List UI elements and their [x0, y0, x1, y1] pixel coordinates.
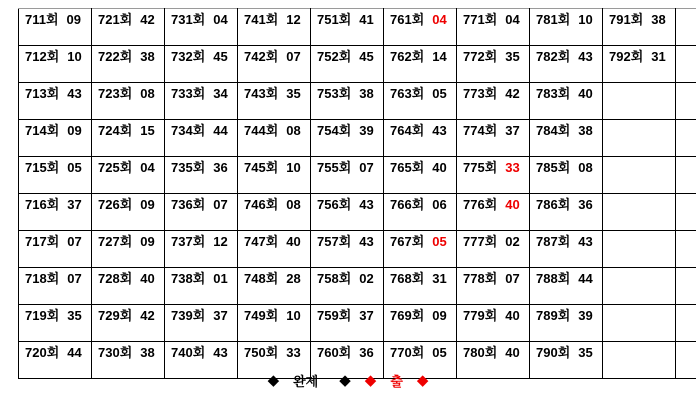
- winning-number: 14: [432, 49, 447, 64]
- result-cell: [19, 231, 92, 268]
- round-label: 769회: [390, 308, 425, 323]
- round-label: 787회: [536, 234, 571, 249]
- winning-number: 35: [505, 49, 520, 64]
- legend-label-chul: 출: [390, 374, 403, 389]
- result-cell: [457, 83, 530, 120]
- winning-number: 04: [505, 12, 520, 27]
- result-cell: [238, 194, 311, 231]
- result-cell: [92, 194, 165, 231]
- results-table: [18, 8, 696, 379]
- result-cell: [238, 231, 311, 268]
- winning-number: 28: [286, 271, 301, 286]
- result-cell: [530, 120, 603, 157]
- round-label: 751회: [317, 12, 352, 27]
- result-cell: [92, 120, 165, 157]
- round-label: 771회: [463, 12, 498, 27]
- empty-cell: [603, 120, 676, 157]
- round-label: 792회: [609, 49, 644, 64]
- result-cell: [530, 268, 603, 305]
- round-label: 790회: [536, 345, 571, 360]
- result-cell: [530, 9, 603, 46]
- round-label: 782회: [536, 49, 571, 64]
- round-label: 747회: [244, 234, 279, 249]
- empty-cell: [676, 46, 696, 83]
- winning-number: 04: [432, 12, 447, 27]
- result-cell: [530, 83, 603, 120]
- result-cell: [457, 268, 530, 305]
- result-cell: [19, 268, 92, 305]
- result-cell: [603, 46, 676, 83]
- red-diamond-icon: ◆: [364, 372, 377, 389]
- winning-number: 44: [578, 271, 593, 286]
- result-cell: [384, 231, 457, 268]
- round-label: 783회: [536, 86, 571, 101]
- result-cell: [165, 268, 238, 305]
- round-label: 758회: [317, 271, 352, 286]
- table-row: [19, 46, 696, 83]
- result-cell: [457, 9, 530, 46]
- round-label: 716회: [25, 197, 60, 212]
- winning-number: 36: [359, 345, 374, 360]
- round-label: 732회: [171, 49, 206, 64]
- empty-cell: [676, 231, 696, 268]
- round-label: 735회: [171, 160, 206, 175]
- round-label: 775회: [463, 160, 498, 175]
- result-cell: [530, 157, 603, 194]
- round-label: 779회: [463, 308, 498, 323]
- result-cell: [530, 194, 603, 231]
- round-label: 738회: [171, 271, 206, 286]
- round-label: 778회: [463, 271, 498, 286]
- result-cell: [457, 46, 530, 83]
- winning-number: 07: [67, 234, 82, 249]
- winning-number: 05: [432, 86, 447, 101]
- winning-number: 40: [140, 271, 155, 286]
- result-cell: [165, 231, 238, 268]
- winning-number: 35: [578, 345, 593, 360]
- result-cell: [238, 46, 311, 83]
- winning-number: 09: [140, 234, 155, 249]
- result-cell: [238, 9, 311, 46]
- round-label: 743회: [244, 86, 279, 101]
- winning-number: 45: [213, 49, 228, 64]
- result-cell: [238, 83, 311, 120]
- table-row: [19, 9, 696, 46]
- black-diamond-icon: ◆: [267, 372, 280, 389]
- result-cell: [165, 46, 238, 83]
- round-label: 773회: [463, 86, 498, 101]
- winning-number: 38: [578, 123, 593, 138]
- result-cell: [457, 157, 530, 194]
- winning-number: 40: [432, 160, 447, 175]
- table-row: [19, 194, 696, 231]
- empty-cell: [676, 120, 696, 157]
- winning-number: 43: [359, 234, 374, 249]
- round-label: 774회: [463, 123, 498, 138]
- table-row: [19, 157, 696, 194]
- winning-number: 10: [67, 49, 82, 64]
- round-label: 766회: [390, 197, 425, 212]
- result-cell: [238, 305, 311, 342]
- result-cell: [92, 9, 165, 46]
- round-label: 761회: [390, 12, 425, 27]
- round-label: 718회: [25, 271, 60, 286]
- round-label: 789회: [536, 308, 571, 323]
- result-cell: [384, 83, 457, 120]
- round-label: 780회: [463, 345, 498, 360]
- round-label: 754회: [317, 123, 352, 138]
- result-cell: [384, 268, 457, 305]
- empty-cell: [603, 83, 676, 120]
- empty-cell: [603, 268, 676, 305]
- winning-number: 31: [432, 271, 447, 286]
- round-label: 736회: [171, 197, 206, 212]
- round-label: 711회: [25, 12, 59, 27]
- winning-number: 09: [140, 197, 155, 212]
- result-cell: [92, 305, 165, 342]
- round-label: 748회: [244, 271, 279, 286]
- result-cell: [384, 46, 457, 83]
- result-cell: [530, 305, 603, 342]
- winning-number: 10: [578, 12, 593, 27]
- winning-number: 40: [505, 345, 520, 360]
- result-cell: [384, 305, 457, 342]
- winning-number: 05: [432, 345, 447, 360]
- round-label: 734회: [171, 123, 206, 138]
- result-cell: [165, 305, 238, 342]
- round-label: 776회: [463, 197, 498, 212]
- round-label: 730회: [98, 345, 133, 360]
- result-cell: [384, 194, 457, 231]
- winning-number: 12: [213, 234, 228, 249]
- winning-number: 15: [140, 123, 155, 138]
- legend: [0, 371, 696, 390]
- round-label: 777회: [463, 234, 498, 249]
- table-row: [19, 120, 696, 157]
- result-cell: [165, 83, 238, 120]
- winning-number: 12: [286, 12, 301, 27]
- empty-cell: [676, 194, 696, 231]
- winning-number: 45: [359, 49, 374, 64]
- round-label: 786회: [536, 197, 571, 212]
- result-cell: [311, 194, 384, 231]
- result-cell: [603, 9, 676, 46]
- winning-number: 08: [140, 86, 155, 101]
- red-diamond-icon: ◆: [416, 372, 429, 389]
- winning-number: 40: [505, 197, 520, 212]
- empty-cell: [603, 194, 676, 231]
- round-label: 784회: [536, 123, 571, 138]
- round-label: 770회: [390, 345, 425, 360]
- winning-number: 06: [432, 197, 447, 212]
- empty-cell: [676, 9, 696, 46]
- round-label: 723회: [98, 86, 133, 101]
- round-label: 764회: [390, 123, 425, 138]
- result-cell: [92, 157, 165, 194]
- winning-number: 37: [505, 123, 520, 138]
- winning-number: 35: [67, 308, 82, 323]
- winning-number: 39: [578, 308, 593, 323]
- winning-number: 09: [67, 123, 82, 138]
- winning-number: 35: [286, 86, 301, 101]
- result-cell: [19, 9, 92, 46]
- winning-number: 38: [140, 345, 155, 360]
- result-cell: [384, 120, 457, 157]
- round-label: 715회: [25, 160, 60, 175]
- result-cell: [311, 120, 384, 157]
- result-cell: [19, 83, 92, 120]
- round-label: 759회: [317, 308, 352, 323]
- round-label: 722회: [98, 49, 133, 64]
- result-cell: [311, 157, 384, 194]
- round-label: 739회: [171, 308, 206, 323]
- empty-cell: [603, 231, 676, 268]
- empty-cell: [603, 157, 676, 194]
- round-label: 719회: [25, 308, 60, 323]
- winning-number: 42: [505, 86, 520, 101]
- result-cell: [92, 83, 165, 120]
- winning-number: 36: [213, 160, 228, 175]
- winning-number: 33: [505, 160, 520, 175]
- winning-number: 07: [286, 49, 301, 64]
- result-cell: [311, 83, 384, 120]
- result-cell: [92, 231, 165, 268]
- empty-cell: [676, 83, 696, 120]
- round-label: 729회: [98, 308, 133, 323]
- round-label: 755회: [317, 160, 352, 175]
- round-label: 760회: [317, 345, 352, 360]
- round-label: 745회: [244, 160, 279, 175]
- result-cell: [19, 120, 92, 157]
- winning-number: 33: [286, 345, 301, 360]
- result-cell: [165, 194, 238, 231]
- result-cell: [457, 231, 530, 268]
- winning-number: 40: [505, 308, 520, 323]
- empty-cell: [676, 305, 696, 342]
- winning-number: 39: [359, 123, 374, 138]
- round-label: 763회: [390, 86, 425, 101]
- winning-number: 43: [432, 123, 447, 138]
- winning-number: 02: [359, 271, 374, 286]
- result-cell: [384, 9, 457, 46]
- round-label: 742회: [244, 49, 279, 64]
- winning-number: 04: [140, 160, 155, 175]
- result-cell: [457, 194, 530, 231]
- winning-number: 37: [213, 308, 228, 323]
- winning-number: 42: [140, 308, 155, 323]
- empty-cell: [603, 305, 676, 342]
- round-label: 714회: [25, 123, 60, 138]
- result-cell: [238, 120, 311, 157]
- round-label: 752회: [317, 49, 352, 64]
- winning-number: 07: [505, 271, 520, 286]
- result-cell: [165, 9, 238, 46]
- winning-number: 01: [213, 271, 228, 286]
- round-label: 756회: [317, 197, 352, 212]
- round-label: 721회: [98, 12, 133, 27]
- round-label: 750회: [244, 345, 279, 360]
- winning-number: 10: [286, 308, 301, 323]
- winning-number: 07: [213, 197, 228, 212]
- round-label: 731회: [171, 12, 206, 27]
- winning-number: 08: [286, 197, 301, 212]
- winning-number: 42: [140, 12, 155, 27]
- result-cell: [311, 268, 384, 305]
- winning-number: 08: [286, 123, 301, 138]
- round-label: 717회: [25, 234, 60, 249]
- winning-number: 02: [505, 234, 520, 249]
- winning-number: 05: [432, 234, 447, 249]
- result-cell: [530, 46, 603, 83]
- winning-number: 37: [67, 197, 82, 212]
- winning-number: 09: [66, 12, 81, 27]
- round-label: 712회: [25, 49, 60, 64]
- round-label: 744회: [244, 123, 279, 138]
- round-label: 767회: [390, 234, 425, 249]
- winning-number: 36: [578, 197, 593, 212]
- round-label: 727회: [98, 234, 133, 249]
- winning-number: 44: [213, 123, 228, 138]
- winning-number: 43: [213, 345, 228, 360]
- round-label: 741회: [244, 12, 279, 27]
- result-cell: [311, 231, 384, 268]
- result-cell: [457, 120, 530, 157]
- result-cell: [384, 157, 457, 194]
- result-cell: [19, 194, 92, 231]
- legend-label-wanje: 완제: [293, 374, 319, 389]
- winning-number: 44: [67, 345, 82, 360]
- winning-number: 38: [651, 12, 666, 27]
- result-cell: [19, 305, 92, 342]
- round-label: 726회: [98, 197, 133, 212]
- winning-number: 31: [651, 49, 666, 64]
- result-cell: [92, 268, 165, 305]
- round-label: 785회: [536, 160, 571, 175]
- round-label: 768회: [390, 271, 425, 286]
- result-cell: [92, 46, 165, 83]
- result-cell: [311, 305, 384, 342]
- round-label: 724회: [98, 123, 133, 138]
- round-label: 753회: [317, 86, 352, 101]
- result-cell: [311, 9, 384, 46]
- round-label: 791회: [609, 12, 644, 27]
- result-cell: [165, 120, 238, 157]
- winning-number: 43: [578, 234, 593, 249]
- round-label: 720회: [25, 345, 60, 360]
- empty-cell: [676, 268, 696, 305]
- winning-number: 43: [359, 197, 374, 212]
- round-label: 725회: [98, 160, 133, 175]
- result-cell: [19, 46, 92, 83]
- round-label: 746회: [244, 197, 279, 212]
- empty-cell: [676, 157, 696, 194]
- winning-number: 40: [578, 86, 593, 101]
- result-cell: [530, 231, 603, 268]
- round-label: 772회: [463, 49, 498, 64]
- result-cell: [238, 157, 311, 194]
- winning-number: 08: [578, 160, 593, 175]
- winning-number: 38: [359, 86, 374, 101]
- result-cell: [311, 46, 384, 83]
- round-label: 737회: [171, 234, 206, 249]
- round-label: 713회: [25, 86, 60, 101]
- winning-number: 07: [359, 160, 374, 175]
- round-label: 788회: [536, 271, 571, 286]
- winning-number: 05: [67, 160, 82, 175]
- winning-number: 34: [213, 86, 228, 101]
- winning-number: 09: [432, 308, 447, 323]
- result-cell: [238, 268, 311, 305]
- result-cell: [457, 305, 530, 342]
- winning-number: 37: [359, 308, 374, 323]
- winning-number: 10: [286, 160, 301, 175]
- table-row: [19, 231, 696, 268]
- round-label: 749회: [244, 308, 279, 323]
- round-label: 757회: [317, 234, 352, 249]
- winning-number: 07: [67, 271, 82, 286]
- winning-number: 38: [140, 49, 155, 64]
- winning-number: 41: [359, 12, 374, 27]
- winning-number: 04: [213, 12, 228, 27]
- result-cell: [165, 157, 238, 194]
- table-row: [19, 83, 696, 120]
- round-label: 728회: [98, 271, 133, 286]
- round-label: 762회: [390, 49, 425, 64]
- results-table-body: [19, 9, 696, 379]
- round-label: 740회: [171, 345, 206, 360]
- black-diamond-icon: ◆: [339, 372, 351, 389]
- winning-number: 43: [67, 86, 82, 101]
- winning-number: 40: [286, 234, 301, 249]
- table-row: [19, 268, 696, 305]
- round-label: 781회: [536, 12, 571, 27]
- round-label: 733회: [171, 86, 206, 101]
- round-label: 765회: [390, 160, 425, 175]
- table-row: [19, 305, 696, 342]
- result-cell: [19, 157, 92, 194]
- winning-number: 43: [578, 49, 593, 64]
